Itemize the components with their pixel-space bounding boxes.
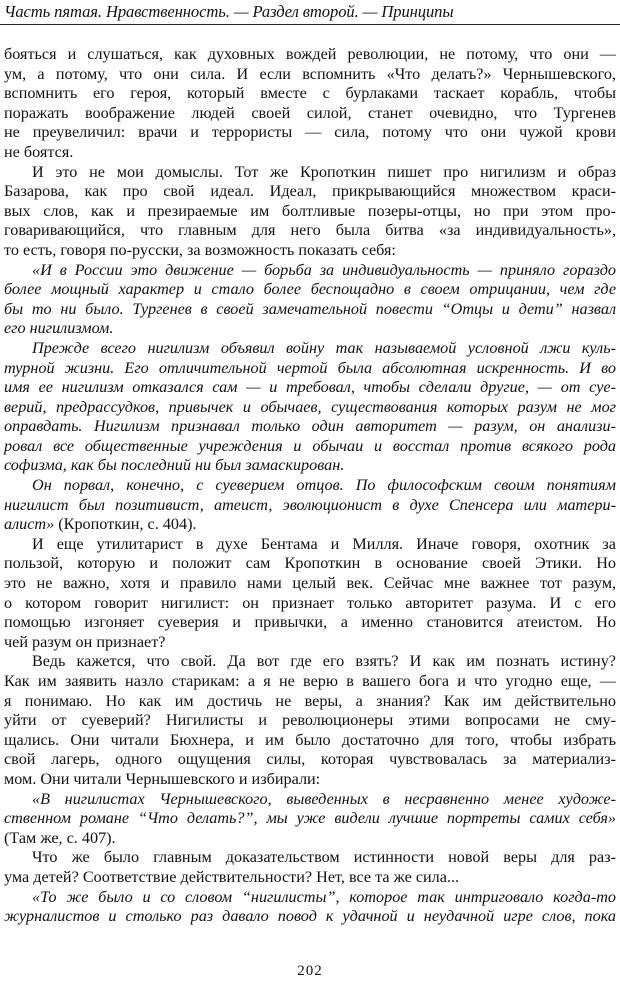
- text-line: ума детей? Соответствие действительности? Нет, все та же сила...: [4, 867, 460, 886]
- text-line: свой лагерь, одного ощущения силы, которая чувствовалась за материализ-: [4, 750, 616, 769]
- running-title: Часть пятая. Нравственность. — Раздел второй. — Принципы: [4, 2, 454, 21]
- text-line: щались. Они читали Бюхнера, и им было достаточно для того, чтобы избрать: [4, 730, 616, 749]
- text-line: ум, а потому, что они сила. И если вспомнить «Что делать?» Чернышевского,: [4, 64, 616, 83]
- text-line: говаривающийся, что главным для него была битва «за индивидуальность»,: [4, 221, 616, 240]
- header-divider: [0, 24, 620, 25]
- text-line: ственном романе “Что делать?”, мы уже видели лучшие портреты самих себя»: [4, 809, 616, 828]
- running-header: [0, 0, 620, 26]
- text-line: турной жизни. Его отличительной чертой была абсолютная искренность. И во: [4, 358, 616, 377]
- text-line: Базарова, как про свой идеал. Идеал, прикрывающийся множеством краси-: [4, 182, 616, 201]
- text-line: вспомнить его героя, который вместе с бурлаками таскает корабль, чтобы: [4, 84, 616, 103]
- page-number: 202: [297, 963, 323, 979]
- text-line: журналистов и столько раз давало повод к удачной и неудачной игре слов, пока: [4, 907, 616, 926]
- text-line: Как им заявить назло старикам: а я не верю в вашего бога и что угодно еще, —: [4, 672, 616, 690]
- text-line: верий, предрассудков, привычек и обычаев, существования которых разум не мог: [4, 397, 616, 416]
- text-line: [4, 515, 616, 535]
- text-line: «В нигилистах Чернышевского, выведенных в несравненно менее художе-: [32, 789, 616, 808]
- text-line: оправдать. Нигилизм признавал только один авторитет — разум, он анализи-: [4, 417, 616, 436]
- text-line: о котором говорит нигилист: он признает только авторитет разума. И с его: [4, 593, 616, 612]
- text-line: бы то ни было. Тургенев в своей замечательной повести “Отцы и дети” назвал: [4, 299, 616, 318]
- page-body: [4, 45, 616, 927]
- text-line: Он порвал, конечно, с суеверием отцов. По философским своим понятиям: [32, 476, 616, 495]
- text-line: не преувеличил: врачи и террористы — сила, потому что они чужой крови: [4, 123, 616, 142]
- text-line: мом. Они читали Чернышевского и избирали:: [4, 769, 321, 788]
- text-line: И еще утилитарист в духе Бентама и Милля. Иначе говоря, охотник за: [32, 534, 616, 553]
- text-line: помощью изгоняет суеверия и привычки, а именно становится атеистом. Но: [4, 613, 616, 632]
- text-line: софизма, как бы последний ни был замаскирован.: [4, 456, 345, 475]
- text-line: более мощный характер и стало более беспощадно в своем отрицании, чем где: [4, 280, 616, 299]
- text-line: его нигилизмом.: [4, 319, 114, 338]
- text-line: «И в России это движение — борьба за индивидуальность — приняло гораздо: [32, 260, 616, 279]
- text-line: И это не мои домыслы. Тот же Кропоткин пишет про нигилизм и образ: [32, 162, 616, 181]
- text-line: уйти от суеверий? Нигилисты и революционеры этими вопросами не сму-: [4, 711, 616, 730]
- text-line: пользой, которую и положит сам Кропоткин в основание своей Этики. Но: [4, 554, 616, 573]
- text-line: «То же было и со словом “нигилисты”, которое так интриговало когда-то: [32, 887, 616, 906]
- text-line: имя ее нигилизм отказался сам — и требовал, чтобы сделали другие, — от суе-: [4, 378, 616, 397]
- text-line: то есть, говоря по-русски, за возможность показать себя:: [4, 240, 396, 259]
- text-line: это не важно, хотя и правило нами целый век. Сейчас мне важнее тот разум,: [4, 574, 616, 593]
- text-line: Что же было главным доказательством истинности новой веры для раз-: [32, 848, 616, 867]
- text-line: Ведь кажется, что свой. Да вот где его взять? И как им познать истину?: [32, 652, 616, 671]
- text-line: ровал все общественные учреждения и обычаи и восстал против всякого рода: [4, 436, 616, 455]
- text-line: я понимаю. Но как им достичь не веры, а знания? Как им действительно: [4, 691, 616, 710]
- text-line: вых слов, как и презираемые им болтливые позеры-отцы, но при этом про-: [4, 201, 616, 220]
- text-line: бояться и слушаться, как духовных вождей революции, не потому, что они —: [4, 45, 616, 63]
- text-line: чей разум он признает?: [4, 632, 166, 651]
- text-line: не боятся.: [4, 142, 74, 161]
- text-line: поражать воображение людей своей силой, станет очевидно, что Тургенев: [4, 103, 616, 122]
- text-line: Прежде всего нигилизм объявил войну так называемой условной лжи куль-: [32, 338, 616, 357]
- text-line: нигилист был позитивист, атеист, эволюционист в духе Спенсера или матери-: [4, 495, 616, 514]
- quote-fragment: алист»: [4, 515, 55, 534]
- text-line: (Там же, с. 407).: [4, 828, 116, 847]
- citation-fragment: (Кропоткин, с. 404).: [54, 515, 197, 534]
